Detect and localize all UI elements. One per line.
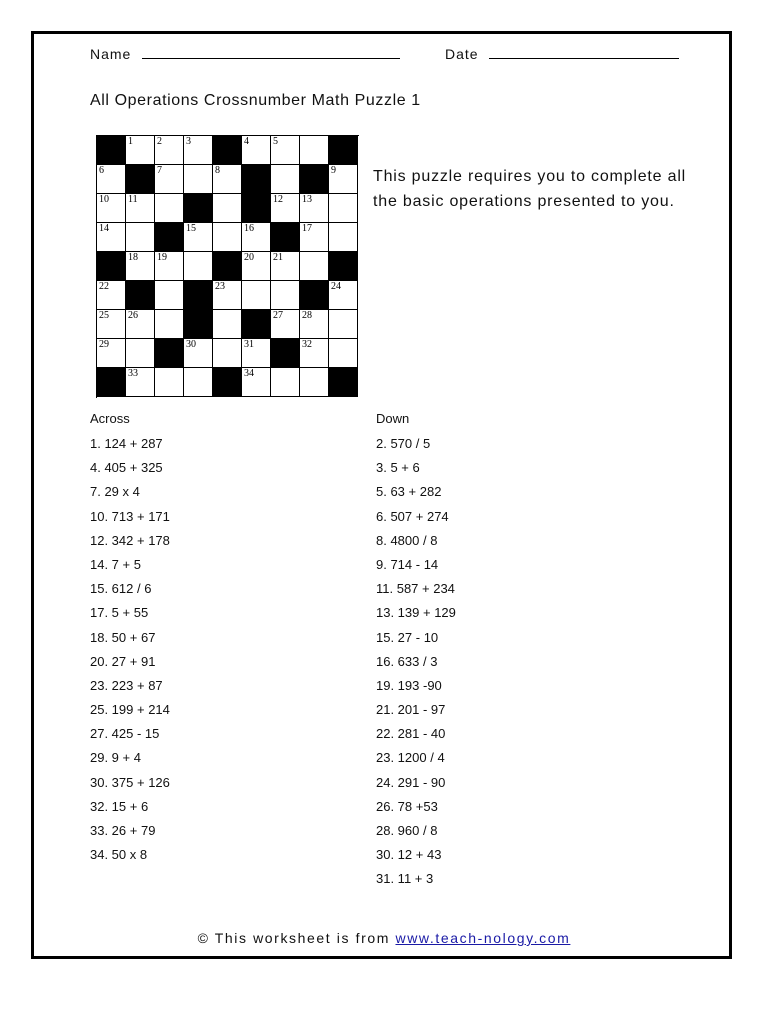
cell-number: 20 xyxy=(244,252,254,263)
grid-cell[interactable] xyxy=(242,136,271,165)
grid-cell[interactable] xyxy=(97,310,126,339)
footer xyxy=(0,930,768,946)
cell-number: 4 xyxy=(244,136,249,147)
grid-cell[interactable] xyxy=(155,368,184,397)
down-clue: 28. 960 / 8 xyxy=(376,823,438,838)
cell-number: 9 xyxy=(331,165,336,176)
across-clue: 25. 199 + 214 xyxy=(90,702,170,718)
down-clue: 15. 27 - 10 xyxy=(376,629,439,645)
grid-block xyxy=(97,368,126,397)
cell-number: 8 xyxy=(215,165,220,176)
date-label: Date xyxy=(445,46,479,62)
cell-number: 34 xyxy=(244,368,254,379)
across-clue: 1. 124 + 287 xyxy=(90,436,163,451)
cell-number: 14 xyxy=(99,223,109,234)
across-clue: 10. 713 + 171 xyxy=(90,508,170,524)
grid-cell[interactable] xyxy=(300,310,329,339)
grid-cell[interactable] xyxy=(242,223,271,252)
cell-number: 32 xyxy=(302,339,312,350)
cell-number: 17 xyxy=(302,223,312,234)
grid-block xyxy=(213,368,242,397)
name-label: Name xyxy=(90,46,132,62)
grid-cell[interactable] xyxy=(300,368,329,397)
across-heading: Across xyxy=(90,411,130,426)
grid-cell[interactable] xyxy=(184,223,213,252)
grid-cell[interactable] xyxy=(155,281,184,310)
grid-cell[interactable] xyxy=(155,165,184,194)
cell-number: 21 xyxy=(273,252,283,263)
grid-cell[interactable] xyxy=(242,252,271,281)
grid-cell[interactable] xyxy=(300,136,329,165)
down-clue: 9. 714 - 14 xyxy=(376,556,439,572)
grid-cell[interactable] xyxy=(184,368,213,397)
cell-number: 26 xyxy=(128,310,138,321)
cell-number: 16 xyxy=(244,223,254,234)
grid-cell[interactable] xyxy=(97,339,126,368)
across-clue: 17. 5 + 55 xyxy=(90,605,149,621)
grid-cell[interactable] xyxy=(213,165,242,194)
grid-cell[interactable] xyxy=(329,281,358,310)
across-clue-list xyxy=(90,432,170,867)
cell-number: 30 xyxy=(186,339,196,350)
down-clue: 6. 507 + 274 xyxy=(376,508,449,524)
grid-cell[interactable] xyxy=(97,165,126,194)
grid-cell[interactable] xyxy=(329,339,358,368)
cell-number: 6 xyxy=(99,165,104,176)
across-clue: 20. 27 + 91 xyxy=(90,653,156,669)
cell-number: 24 xyxy=(331,281,341,292)
grid-cell[interactable] xyxy=(300,194,329,223)
across-clue: 15. 612 / 6 xyxy=(90,581,152,597)
cell-number: 10 xyxy=(99,194,109,205)
grid-block xyxy=(97,136,126,165)
cell-number: 7 xyxy=(157,165,162,176)
grid-block xyxy=(184,310,213,339)
cell-number: 27 xyxy=(273,310,283,321)
grid-block xyxy=(97,252,126,281)
cell-number: 11 xyxy=(128,194,138,205)
across-clue: 32. 15 + 6 xyxy=(90,798,149,814)
grid-cell[interactable] xyxy=(126,368,155,397)
grid-cell[interactable] xyxy=(213,310,242,339)
cell-number: 2 xyxy=(157,136,162,147)
grid-block xyxy=(271,339,300,368)
across-clue: 14. 7 + 5 xyxy=(90,556,141,572)
grid-cell[interactable] xyxy=(126,136,155,165)
across-clue: 18. 50 + 67 xyxy=(90,629,156,645)
cell-number: 5 xyxy=(273,136,278,147)
grid-cell[interactable] xyxy=(329,165,358,194)
grid-cell[interactable] xyxy=(271,310,300,339)
down-clue: 21. 201 - 97 xyxy=(376,702,446,718)
grid-cell[interactable] xyxy=(184,252,213,281)
grid-cell[interactable] xyxy=(271,136,300,165)
footer-link[interactable]: www.teach-nology.com xyxy=(395,930,571,946)
grid-cell[interactable] xyxy=(126,339,155,368)
grid-cell[interactable] xyxy=(329,310,358,339)
across-clue: 7. 29 x 4 xyxy=(90,484,140,500)
grid-block xyxy=(184,194,213,223)
grid-cell[interactable] xyxy=(271,368,300,397)
down-clue: 26. 78 +53 xyxy=(376,798,438,814)
down-clue: 16. 633 / 3 xyxy=(376,653,438,669)
cell-number: 19 xyxy=(157,252,167,263)
grid-block xyxy=(155,223,184,252)
page-title: All Operations Crossnumber Math Puzzle 1 xyxy=(90,92,421,109)
grid-cell[interactable] xyxy=(271,281,300,310)
cell-number: 18 xyxy=(128,252,138,263)
grid-cell[interactable] xyxy=(329,223,358,252)
grid-cell[interactable] xyxy=(242,339,271,368)
grid-cell[interactable] xyxy=(97,223,126,252)
grid-cell[interactable] xyxy=(126,310,155,339)
date-blank-line xyxy=(489,48,679,59)
grid-cell[interactable] xyxy=(271,252,300,281)
name-blank-line xyxy=(142,48,400,59)
footer-text: © This worksheet is from xyxy=(197,930,390,946)
grid-block xyxy=(329,368,358,397)
grid-cell[interactable] xyxy=(271,194,300,223)
cell-number: 25 xyxy=(99,310,109,321)
cell-number: 28 xyxy=(302,310,312,321)
grid-cell[interactable] xyxy=(155,194,184,223)
cell-number: 3 xyxy=(186,136,191,147)
date-row xyxy=(445,46,679,62)
across-clue: 29. 9 + 4 xyxy=(90,750,141,766)
grid-block xyxy=(184,281,213,310)
name-row xyxy=(90,46,400,62)
grid-cell[interactable] xyxy=(300,252,329,281)
grid-cell[interactable] xyxy=(300,339,329,368)
grid-block xyxy=(213,252,242,281)
grid-cell[interactable] xyxy=(242,368,271,397)
grid-block xyxy=(155,339,184,368)
grid-cell[interactable] xyxy=(271,165,300,194)
grid-block xyxy=(329,252,358,281)
across-clue: 23. 223 + 87 xyxy=(90,677,163,693)
grid-block xyxy=(300,165,329,194)
grid-cell[interactable] xyxy=(126,223,155,252)
grid-cell[interactable] xyxy=(184,165,213,194)
cell-number: 29 xyxy=(99,339,109,350)
down-clue: 11. 587 + 234 xyxy=(376,581,455,597)
down-clue: 23. 1200 / 4 xyxy=(376,750,445,766)
cell-number: 13 xyxy=(302,194,312,205)
across-clue: 33. 26 + 79 xyxy=(90,823,156,838)
grid-cell[interactable] xyxy=(126,194,155,223)
down-clue: 3. 5 + 6 xyxy=(376,460,420,476)
down-clue: 24. 291 - 90 xyxy=(376,774,446,790)
grid-cell[interactable] xyxy=(184,136,213,165)
across-clues xyxy=(90,410,170,867)
grid-cell[interactable] xyxy=(155,310,184,339)
across-clue: 12. 342 + 178 xyxy=(90,532,170,548)
down-clue: 31. 11 + 3 xyxy=(376,871,434,887)
across-clue: 4. 405 + 325 xyxy=(90,460,163,476)
grid-cell[interactable] xyxy=(155,136,184,165)
crossnumber-grid xyxy=(96,135,359,398)
grid-block xyxy=(271,223,300,252)
grid-cell[interactable] xyxy=(300,223,329,252)
across-clue: 30. 375 + 126 xyxy=(90,774,170,790)
down-heading: Down xyxy=(376,411,410,426)
grid-block xyxy=(242,165,271,194)
cell-number: 12 xyxy=(273,194,283,205)
down-clue: 30. 12 + 43 xyxy=(376,847,442,863)
grid-cell[interactable] xyxy=(213,339,242,368)
grid-cell[interactable] xyxy=(155,252,184,281)
grid-cell[interactable] xyxy=(97,194,126,223)
across-clue: 34. 50 x 8 xyxy=(90,847,148,863)
cell-number: 15 xyxy=(186,223,196,234)
grid-block xyxy=(213,136,242,165)
grid-cell[interactable] xyxy=(213,223,242,252)
grid-block xyxy=(329,136,358,165)
grid-cell[interactable] xyxy=(184,339,213,368)
grid-block xyxy=(126,281,155,310)
down-clue: 19. 193 -90 xyxy=(376,677,442,693)
grid-block xyxy=(242,194,271,223)
grid-cell[interactable] xyxy=(242,281,271,310)
across-clue: 27. 425 - 15 xyxy=(90,726,160,742)
grid-cell[interactable] xyxy=(213,281,242,310)
down-clue: 22. 281 - 40 xyxy=(376,726,446,742)
grid-cell[interactable] xyxy=(329,194,358,223)
cell-number: 33 xyxy=(128,368,138,379)
down-clue: 13. 139 + 129 xyxy=(376,605,456,621)
puzzle-description: This puzzle requires you to complete all the basic operations presented to you. xyxy=(373,168,687,210)
down-clue: 5. 63 + 282 xyxy=(376,484,442,500)
grid-block xyxy=(242,310,271,339)
cell-number: 23 xyxy=(215,281,225,292)
down-clue: 8. 4800 / 8 xyxy=(376,532,438,548)
grid-cell[interactable] xyxy=(126,252,155,281)
grid-cell[interactable] xyxy=(97,281,126,310)
down-clue: 2. 570 / 5 xyxy=(376,436,431,451)
down-clue-list xyxy=(376,432,456,892)
grid-block xyxy=(300,281,329,310)
grid-block xyxy=(126,165,155,194)
cell-number: 1 xyxy=(128,136,133,147)
down-clues xyxy=(376,410,456,892)
cell-number: 22 xyxy=(99,281,109,292)
grid-cell[interactable] xyxy=(213,194,242,223)
cell-number: 31 xyxy=(244,339,254,350)
